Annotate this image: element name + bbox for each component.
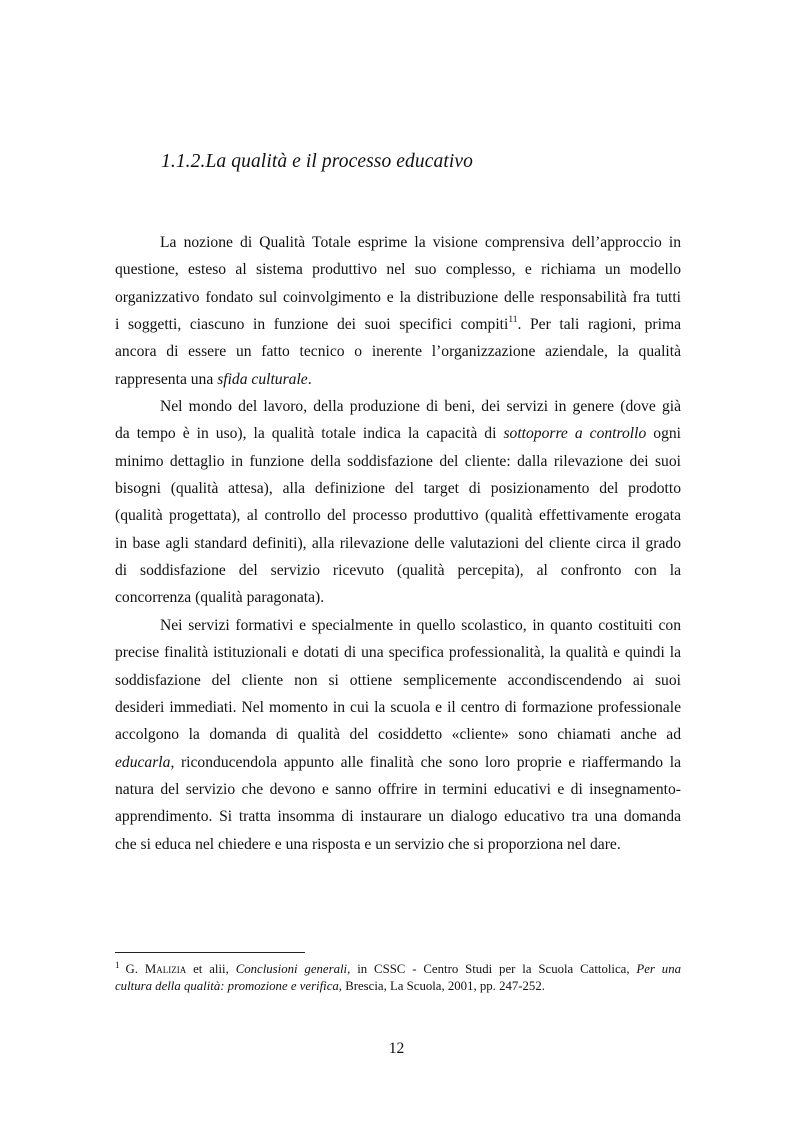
text-line: precise finalità istituzionali e dotati di una specifica professionalità, la qualità e quindi la (115, 644, 681, 662)
emphasis-text: educarla (115, 753, 171, 771)
footnote-author-name: Malizia (144, 962, 187, 976)
text-segment: da tempo è in uso), la qualità totale indica la capacità di (115, 425, 504, 443)
text-line: ancora di essere un fatto tecnico o inerente l’organizzazione aziendale, la qualità (115, 343, 681, 361)
text-line: accolgono la domanda di qualità del cosiddetto «cliente» sono chiamati anche ad (115, 726, 681, 744)
footnote (115, 961, 681, 994)
emphasis-text: sottoporre a controllo (503, 425, 647, 443)
text-line: Nel mondo del lavoro, della produzione di beni, dei servizi in genere (dove già (160, 398, 681, 416)
text-line: in base agli standard definiti), alla rilevazione delle valutazioni del cliente circa il grado (115, 534, 681, 552)
text-line (115, 420, 681, 447)
footnote-line (115, 978, 681, 995)
text-segment: , Brescia, La Scuola, 2001, pp. 247-252. (338, 978, 545, 993)
text-segment: rappresenta una (115, 370, 218, 388)
footnote-author-initial: G. (125, 962, 145, 976)
text-segment: . Per tali ragioni, prima (517, 316, 682, 334)
emphasis-text: sfida culturale (217, 370, 308, 388)
text-line: (qualità progettata), al controllo del processo produttivo (qualità effettivamente erogata (115, 507, 681, 525)
footnote-title: Conclusioni generali (235, 962, 348, 976)
text-segment: i soggetti, ciascuno in funzione dei suoi specifici compiti (115, 316, 509, 334)
text-line: questione, esteso al sistema produttivo nel suo complesso, e richiama un modello (115, 261, 681, 279)
text-line: La nozione di Qualità Totale esprime la visione comprensiva dell’approccio in (160, 234, 681, 251)
text-line: natura del servizio che devono e sanno offrire in termini educativi e di insegnamento- (115, 780, 681, 798)
text-line: concorrenza (qualità paragonata). (115, 589, 325, 607)
text-line: Nei servizi formativi e specialmente in quello scolastico, in quanto costituiti con (160, 616, 681, 634)
text-segment: ogni (646, 425, 681, 443)
paragraph-educational-services (115, 612, 681, 858)
footnote-line (115, 961, 681, 978)
text-line: minimo dettaglio in funzione della soddisfazione del cliente: dalla rilevazione dei suoi (115, 452, 681, 470)
text-line: organizzativo fondato sul coinvolgimento e la distribuzione delle responsabilità fra tutti (115, 288, 681, 306)
paragraph-quality-total (115, 229, 681, 393)
text-line: di soddisfazione del servizio ricevuto (qualità percepita), al confronto con la (115, 562, 681, 580)
text-line (115, 311, 681, 338)
footnote-book-title: cultura della qualità: promozione e verifica (115, 978, 339, 993)
text-line: apprendimento. Si tratta insomma di instaurare un dialogo educativo tra una domanda (115, 808, 681, 826)
footnote-separator (115, 952, 305, 953)
text-line: bisogni (qualità attesa), alla definizione del target di posizionamento del prodotto (115, 480, 681, 498)
body-text (115, 229, 681, 858)
paragraph-world-of-work (115, 393, 681, 612)
footnote-mark: 1 (115, 960, 120, 970)
text-line (115, 749, 681, 776)
footnote-reference[interactable]: 11 (508, 314, 518, 325)
text-line: desideri immediati. Nel momento in cui la scuola e il centro di formazione professionale (115, 698, 681, 716)
text-line: soddisfazione del cliente non si ottiene semplicemente accondiscendendo ai suoi (115, 671, 681, 689)
text-segment: , in CSSC - Centro Studi per la Scuola Cattolica, (347, 962, 637, 976)
text-segment: . (307, 370, 312, 388)
text-segment: et alii, (186, 962, 236, 976)
footnote-book-title: Per una (636, 962, 681, 976)
text-segment: , riconducendola appunto alle finalità che sono loro proprie e riaffermando la (170, 753, 681, 771)
text-line (115, 366, 681, 393)
text-line: che si educa nel chiedere e una risposta e un servizio che si proporziona nel dare. (115, 835, 621, 853)
section-heading: 1.1.2.La qualità e il processo educativo (161, 151, 473, 172)
page-number: 12 (388, 1040, 405, 1057)
